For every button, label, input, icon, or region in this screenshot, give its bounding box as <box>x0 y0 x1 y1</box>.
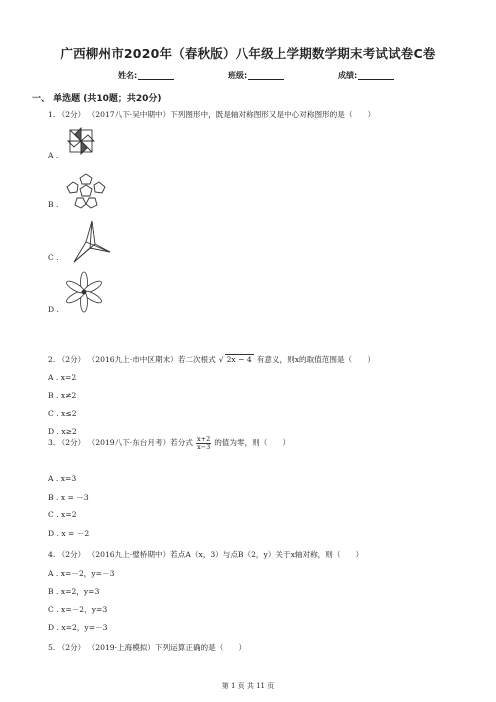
class-field: 班级: <box>228 70 284 81</box>
page-footer: 第 1 页 共 11 页 <box>221 682 275 690</box>
question-2-stem: 2. （2分） （2016九上·市中区期末）若二次根式 √ 2x − 4 有意义，则x的取值范围是（ ） <box>48 355 375 364</box>
question-5-stem: 5. （2分） （2019·上海模拟）下列运算正确的是（ ） <box>48 643 247 652</box>
radical-sign: √ <box>218 355 224 364</box>
q1-figure-b-pentagons <box>64 170 108 210</box>
q4-option-d: D . x=2，y=－3 <box>48 623 108 632</box>
exam-title: 广西柳州市2020年（春秋版）八年级上学期数学期末考试试卷C卷 <box>60 46 436 61</box>
q1-figure-c-triangle-star <box>68 218 112 266</box>
question-3-stem: 3. （2分） （2019八下·东台月考）若分式 $\frac{x+2}{x-3}$ 的值为零，则（ ） <box>48 434 291 451</box>
q1-figure-d-flower <box>64 270 104 314</box>
name-blank <box>138 70 174 80</box>
q2-option-c: C . x≤2 <box>48 409 77 418</box>
score-blank <box>358 70 394 80</box>
q2-option-a: A . x=2 <box>48 373 77 382</box>
q1-option-c: C . <box>48 253 59 262</box>
q3-option-a: A . x=3 <box>48 474 77 483</box>
sqrt-expression: √ 2x − 4 <box>218 355 252 364</box>
question-4-stem: 4. （2分） （2016九上·璧桥期中）若点A（x，3）与点B（2，y）关于x轴对称，则（ ） <box>48 550 364 559</box>
q1-option-a: A . <box>48 151 59 160</box>
q4-option-a: A . x=－2，y=－3 <box>48 569 115 578</box>
q4-option-c: C . x=－2，y=3 <box>48 605 108 614</box>
q1-figure-a-pinwheel <box>66 126 96 156</box>
question-1-stem: 1. （2分） （2017八下·吴中期中）下列图形中，既是轴对称图形又是中心对称图形的是（ ） <box>48 110 376 119</box>
q4-option-b: B . x=2，y=3 <box>48 587 100 596</box>
section-heading: 一、 单选题 (共10题；共20分) <box>32 94 162 104</box>
q3-option-d: D . x = －2 <box>48 529 90 538</box>
q2-option-b: B . x≠2 <box>48 391 77 400</box>
name-field: 姓名: <box>118 70 174 81</box>
q1-option-b: B . <box>48 200 59 209</box>
q3-option-c: C . x=2 <box>48 510 77 519</box>
score-field: 成绩: <box>338 70 394 81</box>
q2-option-d: D . x≥2 <box>48 427 77 436</box>
q1-option-d: D . <box>48 305 59 314</box>
class-blank <box>248 70 284 80</box>
fraction-expression: $\frac{x+2}{x-3}$ <box>196 434 211 451</box>
q3-option-b: B . x = －3 <box>48 493 89 502</box>
student-info-row <box>0 70 496 86</box>
